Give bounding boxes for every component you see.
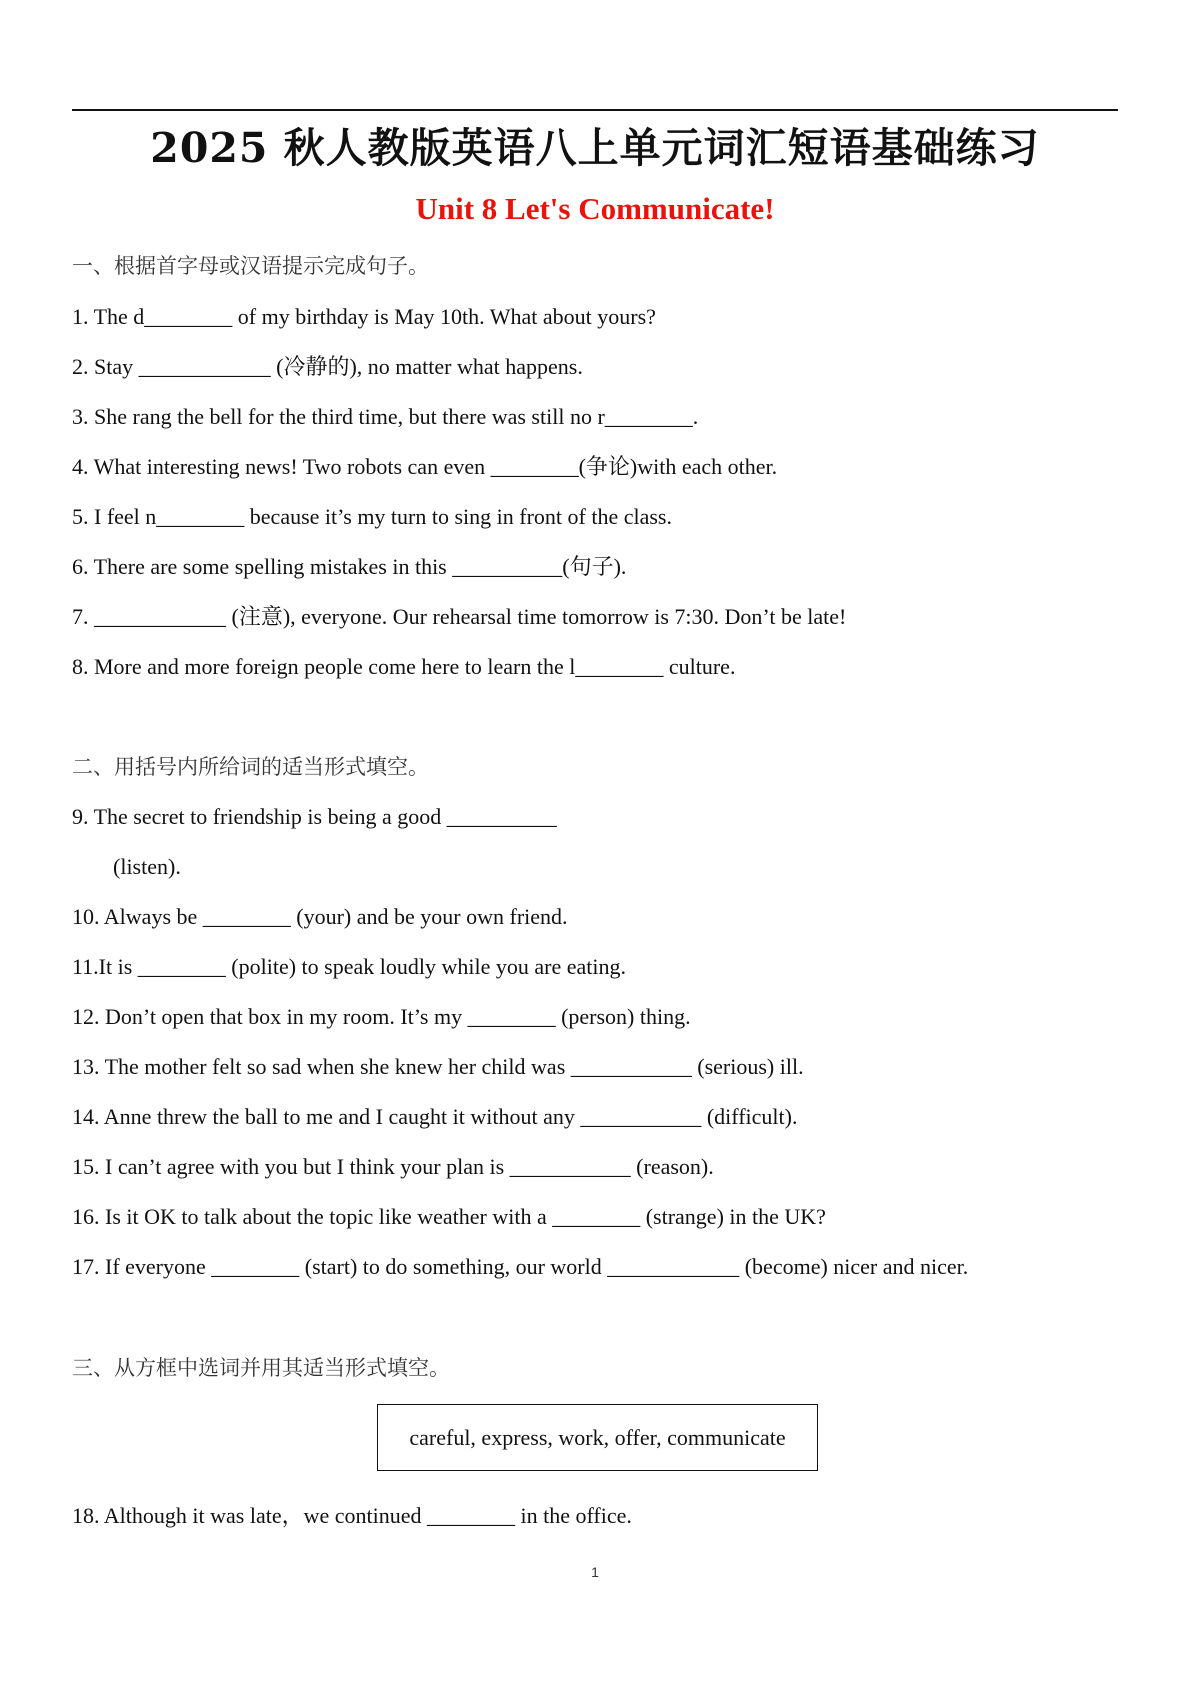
- section-2-heading: 二、用括号内所给词的适当形式填空。: [72, 755, 429, 779]
- question-12: 12. Don’t open that box in my room. It’s my ________ (person) thing.: [72, 1004, 691, 1029]
- question-5: 5. I feel n________ because it’s my turn to sing in front of the class.: [72, 504, 672, 529]
- page-number: 1: [591, 1564, 599, 1580]
- unit-subtitle: Unit 8 Let's Communicate!: [415, 191, 775, 226]
- question-11: 11.It is ________ (polite) to speak loudly while you are eating.: [72, 954, 626, 979]
- word-bank-text: careful, express, work, offer, communicate: [409, 1424, 786, 1450]
- word-bank-box: [377, 1404, 818, 1471]
- section-1-heading: 一、根据首字母或汉语提示完成句子。: [72, 254, 429, 278]
- section-3-heading: 三、从方框中选词并用其适当形式填空。: [72, 1356, 450, 1380]
- question-3: 3. She rang the bell for the third time, but there was still no r________.: [72, 404, 699, 429]
- question-13: 13. The mother felt so sad when she knew her child was ___________ (serious) ill.: [72, 1054, 804, 1079]
- question-1: 1. The d________ of my birthday is May 10th. What about yours?: [72, 304, 656, 329]
- question-4: 4. What interesting news! Two robots can even ________(争论)with each other.: [72, 454, 778, 479]
- document-title: 2025 秋人教版英语八上单元词汇短语基础练习: [150, 124, 1040, 172]
- question-10: 10. Always be ________ (your) and be your own friend.: [72, 904, 568, 929]
- question-8: 8. More and more foreign people come here to learn the l________ culture.: [72, 654, 736, 679]
- question-15: 15. I can’t agree with you but I think your plan is ___________ (reason).: [72, 1154, 714, 1179]
- header-rule: [72, 109, 1118, 111]
- question-9: 9. The secret to friendship is being a good __________: [72, 804, 557, 829]
- question-6: 6. There are some spelling mistakes in this __________(句子).: [72, 554, 627, 579]
- question-16: 16. Is it OK to talk about the topic like weather with a ________ (strange) in the UK?: [72, 1204, 826, 1229]
- question-17: 17. If everyone ________ (start) to do something, our world ____________ (become) nicer and nicer.: [72, 1254, 969, 1279]
- question-7: 7. ____________ (注意), everyone. Our rehearsal time tomorrow is 7:30. Don’t be late!: [72, 604, 847, 629]
- question-2: 2. Stay ____________ (冷静的), no matter what happens.: [72, 354, 583, 379]
- question-14: 14. Anne threw the ball to me and I caught it without any ___________ (difficult).: [72, 1104, 798, 1129]
- question-9-continued: (listen).: [113, 854, 181, 879]
- question-18: 18. Although it was late，we continued ________ in the office.: [72, 1503, 632, 1528]
